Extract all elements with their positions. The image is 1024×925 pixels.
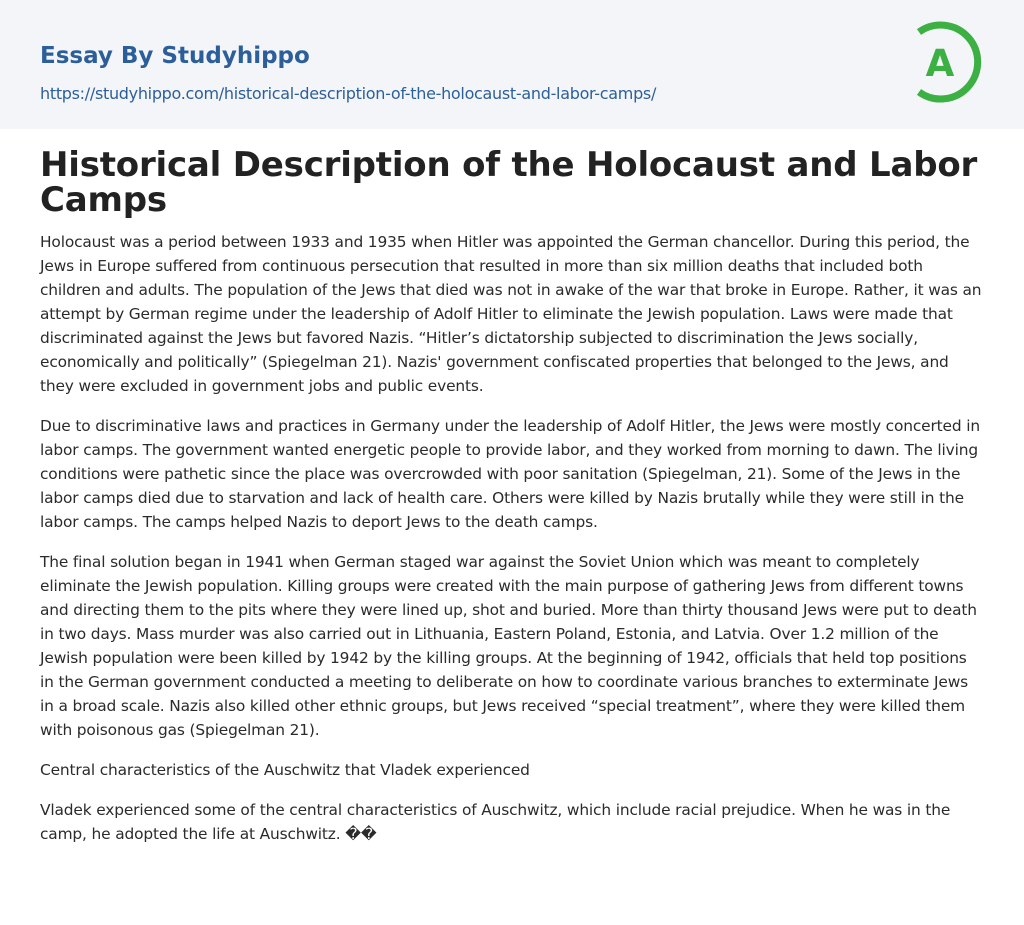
article-url-link[interactable]: https://studyhippo.com/historical-description-of-the-holocaust-and-labor-camps/ — [40, 84, 657, 103]
article-paragraph: Due to discriminative laws and practices in Germany under the leadership of Adolf Hitler, the Jews were mostly concerted in labor camps. The government wanted energetic people to provide labor, and they worked from morning to dawn. The living conditions were pathetic since the place was overcrowded with poor sanitation (Spiegelman, 21). Some of the Jews in the labor camps died due to starvation and lack of health care. Others were killed by Nazis brutally while they were still in the labor camps. The camps helped Nazis to deport Jews to the death camps. — [40, 417, 980, 531]
article-content — [40, 145, 985, 862]
article-subheading: Central characteristics of the Auschwitz that Vladek experienced — [40, 761, 530, 779]
article-paragraph: The final solution began in 1941 when German staged war against the Soviet Union which was meant to completely eliminate the Jewish population. Killing groups were created with the main purpose of gathering Jews from different towns and directing them to the pits where they were lined up, shot and buried. More than thirty thousand Jews were put to death in two days. Mass murder was also carried out in Lithuania, Eastern Poland, Estonia, and Latvia. Over 1.2 million of the Jewish population were been killed by 1942 by the killing groups. At the beginning of 1942, officials that held top positions in the German government conducted a meeting to deliberate on how to coordinate various branches to exterminate Jews in a broad scale. Nazis also killed other ethnic groups, but Jews received “special treatment”, where they were killed them with poisonous gas (Spiegelman 21). — [40, 553, 977, 739]
studyhippo-logo-icon[interactable] — [911, 18, 987, 106]
article-paragraph: Vladek experienced some of the central characteristics of Auschwitz, which include racial prejudice. When he was in the camp, he adopted the life at Auschwitz. �� — [40, 801, 951, 843]
site-header — [0, 0, 1024, 129]
site-brand[interactable]: Essay By Studyhippo — [40, 43, 310, 69]
article-title: Historical Description of the Holocaust and Labor Camps — [40, 145, 978, 220]
logo-letter: A — [925, 42, 955, 85]
article-paragraph: Holocaust was a period between 1933 and 1935 when Hitler was appointed the German chancellor. During this period, the Jews in Europe suffered from continuous persecution that resulted in more than six million deaths that included both children and adults. The population of the Jews that died was not in awake of the war that broke in Europe. Rather, it was an attempt by German regime under the leadership of Adolf Hitler to eliminate the Jewish population. Laws were made that discriminated against the Jews but favored Nazis. “Hitler’s dictatorship subjected to discrimination the Jews socially, economically and politically” (Spiegelman 21). Nazis' government confiscated properties that belonged to the Jews, and they were excluded in government jobs and public events. — [40, 233, 982, 395]
